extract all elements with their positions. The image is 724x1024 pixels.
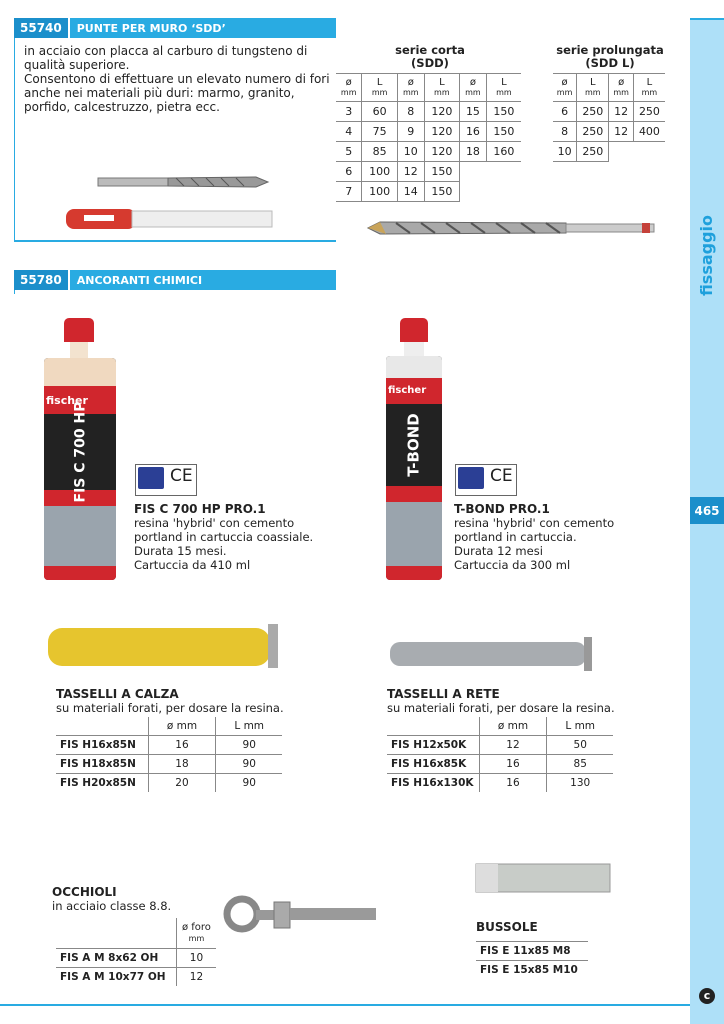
table-row: FIS A M 8x62 OH 10 [56, 948, 216, 967]
threaded-sleeve-image [474, 862, 614, 894]
tasselli-calza-heading [56, 687, 284, 715]
product-name: FIS C 700 HP PRO.1 [134, 502, 266, 516]
table-row: 6 100 12 150 [336, 162, 521, 182]
product-name: T-BOND PRO.1 [454, 502, 550, 516]
divider [14, 290, 15, 294]
product-subtitle: su materiali forati, per dosare la resina. [56, 701, 284, 715]
table-row: FIS E 15x85 M10 [480, 964, 578, 977]
product-title: OCCHIOLI [52, 885, 117, 899]
table-row: 3 60 8 120 15 150 [336, 102, 521, 122]
table-row: 8 250 12 400 [553, 122, 665, 142]
tasselli-rete-table: ø mm L mm FIS H12x50K 12 50 FIS H16x85K 16 85 FIS H16x130K 16 130 [387, 717, 613, 792]
plastic-mesh-sleeve-image [388, 636, 602, 672]
cartridge-name: T-BOND [405, 413, 424, 477]
diameter-header: ø mm [460, 74, 487, 102]
table-row: FIS E 11x85 M8 [476, 942, 588, 961]
tasselli-calza-table: ø mm L mm FIS H16x85N 16 90 FIS H18x85N 18 90 FIS H20x85N 20 90 [56, 717, 282, 792]
section-header-55740 [14, 18, 336, 38]
long-drill-bit-image [366, 214, 658, 242]
long-series-title: serie prolungata (SDD L) [556, 43, 664, 70]
table-row: 7 100 14 150 [336, 182, 521, 202]
tasselli-rete-heading [387, 687, 615, 715]
diameter-header: ø mm [397, 74, 424, 102]
bussole-heading [476, 920, 538, 934]
product-desc: resina 'hybrid' con cemento [134, 516, 295, 530]
section-header-55780 [14, 270, 336, 290]
table-row: FIS H12x50K 12 50 [387, 735, 613, 754]
brand-label: fischer [386, 378, 442, 404]
product-subtitle: su materiali forati, per dosare la resina. [387, 701, 615, 715]
mesh-sleeve-sock-image [46, 622, 282, 672]
section-title: PUNTE PER MURO ‘SDD’ [76, 21, 226, 35]
product-desc: Durata 12 mesi [454, 544, 543, 558]
table-row: 5 85 10 120 18 160 [336, 142, 521, 162]
eta-ce-certification-icon: CE [135, 464, 197, 496]
product-desc: portland in cartuccia. [454, 530, 577, 544]
product-code: 55780 [14, 270, 70, 290]
product-title: TASSELLI A CALZA [56, 687, 179, 701]
divider [14, 38, 15, 240]
desc-line: qualità superiore. [24, 58, 130, 72]
desc-line: anche nei materiali più duri: marmo, granito, [24, 86, 295, 100]
length-header: L mm [633, 74, 665, 102]
product-t-bond [454, 502, 614, 572]
table-row: FIS H16x85K 16 85 [387, 754, 613, 773]
page-number: 465 [690, 497, 724, 524]
product-code: 55740 [14, 18, 70, 38]
product-title: BUSSOLE [476, 920, 538, 934]
table-row: FIS H16x130K 16 130 [387, 773, 613, 792]
cartridge-t-bond-image [386, 318, 442, 580]
table-row: 4 75 9 120 16 150 [336, 122, 521, 142]
desc-line: in acciaio con placca al carburo di tungsteno di [24, 44, 308, 58]
length-header: L mm [577, 74, 609, 102]
cartridge-name: FIS C 700 HP [72, 401, 89, 503]
drill-bit-image [96, 172, 276, 192]
brand-label: fischer [44, 386, 116, 414]
length-header: L mm [486, 74, 521, 102]
product-subtitle: in acciaio classe 8.8. [52, 899, 172, 913]
drill-case-image [66, 206, 276, 232]
short-series-title: serie corta (SDD) [395, 43, 465, 70]
diameter-header: ø mm [553, 74, 577, 102]
eye-bolt-image [222, 890, 382, 946]
divider [14, 240, 336, 242]
table-row: 10 250 [553, 142, 665, 162]
section-title: ANCORANTI CHIMICI [76, 273, 203, 287]
occhioli-heading [52, 885, 171, 913]
table-row: FIS H20x85N 20 90 [56, 773, 282, 792]
length-header: L mm [424, 74, 459, 102]
table-row: 6 250 12 250 [553, 102, 665, 122]
product-desc: portland in cartuccia coassiale. [134, 530, 314, 544]
short-series-table [336, 73, 521, 202]
desc-line: Consentono di effettuare un elevato numero di fori [24, 72, 330, 86]
product-desc: Cartuccia da 410 ml [134, 558, 251, 572]
table-row: FIS A M 10x77 OH 12 [56, 967, 216, 986]
footer-divider [0, 1004, 690, 1006]
product-desc: Durata 15 mesi. [134, 544, 227, 558]
product-title: TASSELLI A RETE [387, 687, 500, 701]
product-desc: Cartuccia da 300 ml [454, 558, 571, 572]
table-row: FIS H18x85N 18 90 [56, 754, 282, 773]
table-row: FIS H16x85N 16 90 [56, 735, 282, 754]
description [24, 44, 330, 114]
occhioli-table: ø foro mm FIS A M 8x62 OH 10 FIS A M 10x77 OH 12 [56, 918, 216, 986]
desc-line: porfido, calcestruzzo, pietra ecc. [24, 100, 220, 114]
product-desc: resina 'hybrid' con cemento [454, 516, 615, 530]
diameter-header: ø mm [609, 74, 633, 102]
eta-ce-certification-icon: CE [455, 464, 517, 496]
diameter-header: ø mm [336, 74, 362, 102]
copyright-icon: c [699, 988, 715, 1004]
section-label [690, 200, 724, 310]
cartridge-fis-c-700-image [44, 318, 116, 580]
bussole-table [476, 941, 588, 980]
length-header: L mm [362, 74, 397, 102]
product-fis-c-700 [134, 502, 313, 572]
section-label-text: fissaggio [697, 214, 717, 296]
long-series-table [553, 73, 665, 162]
